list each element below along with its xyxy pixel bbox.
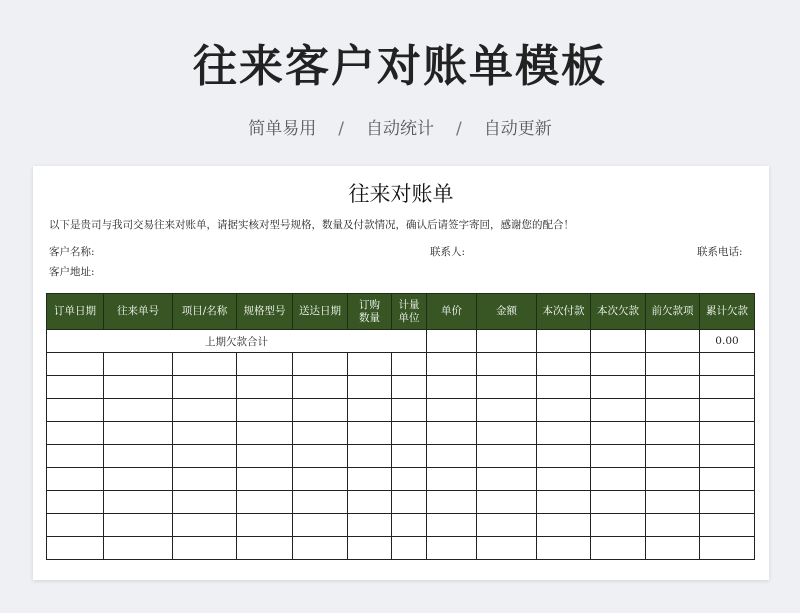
table-cell[interactable]	[348, 376, 392, 399]
table-cell[interactable]	[537, 491, 591, 514]
table-cell[interactable]	[591, 491, 646, 514]
table-cell[interactable]	[173, 445, 237, 468]
table-cell[interactable]	[427, 468, 477, 491]
table-cell[interactable]	[104, 537, 173, 560]
table-cell[interactable]	[591, 514, 646, 537]
table-cell[interactable]	[348, 422, 392, 445]
table-row	[47, 376, 755, 399]
page-title: 往来客户对账单模板	[193, 41, 607, 92]
carry-forward-row	[47, 330, 755, 353]
table-cell[interactable]	[47, 537, 104, 560]
table-cell[interactable]	[700, 491, 755, 514]
table-cell[interactable]	[646, 445, 700, 468]
table-cell[interactable]	[591, 376, 646, 399]
table-cell[interactable]	[237, 468, 293, 491]
table-cell[interactable]	[427, 330, 477, 353]
table-cell[interactable]	[104, 422, 173, 445]
column-header: 订单日期	[47, 294, 104, 330]
table-cell[interactable]	[477, 376, 537, 399]
table-cell[interactable]	[392, 353, 427, 376]
table-cell[interactable]	[700, 422, 755, 445]
statement-sheet	[33, 166, 769, 580]
table-cell[interactable]	[104, 399, 173, 422]
table-cell[interactable]	[477, 353, 537, 376]
carry-forward-value: 0.00	[700, 330, 755, 353]
table-header-row	[47, 294, 755, 330]
table-cell[interactable]	[104, 491, 173, 514]
table-cell[interactable]	[293, 445, 348, 468]
table-cell[interactable]	[293, 422, 348, 445]
statement-intro: 以下是贵司与我司交易往来对账单，请据实核对型号规格，数量及付款情况，确认后请签字寄回，感谢您的配合！	[49, 219, 574, 231]
table-cell[interactable]	[700, 376, 755, 399]
statement-title: 往来对账单	[348, 182, 454, 206]
table-cell[interactable]	[700, 353, 755, 376]
table-cell[interactable]	[591, 330, 646, 353]
table-row	[47, 514, 755, 537]
column-header: 往来单号	[104, 294, 173, 330]
table-cell[interactable]	[392, 422, 427, 445]
separator: /	[338, 119, 344, 139]
table-cell[interactable]	[237, 445, 293, 468]
table-cell[interactable]	[427, 353, 477, 376]
table-cell[interactable]	[173, 491, 237, 514]
table-cell[interactable]	[293, 399, 348, 422]
table-cell[interactable]	[700, 468, 755, 491]
table-cell[interactable]	[427, 445, 477, 468]
table-cell[interactable]	[477, 445, 537, 468]
table-cell[interactable]	[427, 399, 477, 422]
table-cell[interactable]	[293, 491, 348, 514]
table-cell[interactable]	[591, 353, 646, 376]
table-cell[interactable]	[237, 514, 293, 537]
column-header: 前欠款项	[646, 294, 700, 330]
table-row	[47, 422, 755, 445]
table-cell[interactable]	[646, 376, 700, 399]
column-header: 累计欠款	[700, 294, 755, 330]
table-row	[47, 353, 755, 376]
table-cell[interactable]	[237, 399, 293, 422]
table-cell[interactable]	[293, 353, 348, 376]
table-cell[interactable]	[477, 422, 537, 445]
table-cell[interactable]	[427, 491, 477, 514]
table-cell[interactable]	[348, 399, 392, 422]
table-cell[interactable]	[173, 468, 237, 491]
table-cell[interactable]	[173, 422, 237, 445]
table-cell[interactable]	[173, 537, 237, 560]
column-header: 本次欠款	[591, 294, 646, 330]
table-cell[interactable]	[646, 537, 700, 560]
table-cell[interactable]	[237, 537, 293, 560]
table-cell[interactable]	[293, 537, 348, 560]
column-header: 送达日期	[293, 294, 348, 330]
table-cell[interactable]	[104, 468, 173, 491]
table-cell[interactable]	[392, 491, 427, 514]
table-cell[interactable]	[537, 422, 591, 445]
column-header: 单价	[427, 294, 477, 330]
table-cell[interactable]	[591, 468, 646, 491]
table-row	[47, 468, 755, 491]
table-cell[interactable]	[173, 514, 237, 537]
column-header: 本次付款	[537, 294, 591, 330]
feature-item: 简单易用	[248, 119, 317, 139]
table-row	[47, 491, 755, 514]
table-cell[interactable]	[700, 514, 755, 537]
table-cell[interactable]	[47, 422, 104, 445]
table-cell[interactable]	[104, 445, 173, 468]
table-cell[interactable]	[392, 537, 427, 560]
table-cell[interactable]	[477, 330, 537, 353]
carry-forward-label: 上期欠款合计	[47, 330, 427, 353]
table-cell[interactable]	[237, 422, 293, 445]
table-cell[interactable]	[477, 514, 537, 537]
table-cell[interactable]	[537, 376, 591, 399]
column-header: 订购 数量	[348, 294, 392, 330]
table-row	[47, 537, 755, 560]
column-header: 规格型号	[237, 294, 293, 330]
table-cell[interactable]	[104, 353, 173, 376]
table-cell[interactable]	[173, 399, 237, 422]
table-cell[interactable]	[293, 376, 348, 399]
table-cell[interactable]	[427, 376, 477, 399]
table-cell[interactable]	[591, 445, 646, 468]
table-cell[interactable]	[348, 491, 392, 514]
column-header: 金额	[477, 294, 537, 330]
table-row	[47, 399, 755, 422]
table-cell[interactable]	[537, 330, 591, 353]
separator: /	[456, 119, 462, 139]
feature-item: 自动更新	[483, 119, 552, 139]
table-cell[interactable]	[700, 537, 755, 560]
table-cell[interactable]	[537, 468, 591, 491]
table-cell[interactable]	[348, 468, 392, 491]
table-cell[interactable]	[104, 514, 173, 537]
table-cell[interactable]	[477, 399, 537, 422]
statement-table	[46, 293, 755, 560]
table-cell[interactable]	[646, 353, 700, 376]
column-header: 计量 单位	[392, 294, 427, 330]
table-cell[interactable]	[477, 491, 537, 514]
table-cell[interactable]	[173, 353, 237, 376]
table-cell[interactable]	[104, 376, 173, 399]
table-cell[interactable]	[173, 376, 237, 399]
table-cell[interactable]	[646, 468, 700, 491]
column-header: 项目/名称	[173, 294, 237, 330]
customer-name-label: 客户名称:	[49, 246, 95, 258]
table-cell[interactable]	[293, 468, 348, 491]
table-cell[interactable]	[700, 399, 755, 422]
table-cell[interactable]	[537, 537, 591, 560]
phone-label: 联系电话:	[697, 246, 743, 258]
table-cell[interactable]	[237, 491, 293, 514]
table-cell[interactable]	[477, 468, 537, 491]
feature-tagline	[0, 114, 800, 139]
table-cell[interactable]	[427, 422, 477, 445]
table-cell[interactable]	[348, 514, 392, 537]
table-cell[interactable]	[646, 422, 700, 445]
table-cell[interactable]	[348, 445, 392, 468]
table-cell[interactable]	[591, 537, 646, 560]
table-cell[interactable]	[646, 399, 700, 422]
table-cell[interactable]	[47, 445, 104, 468]
feature-item: 自动统计	[366, 119, 434, 139]
table-cell[interactable]	[427, 514, 477, 537]
customer-address-label: 客户地址:	[49, 266, 95, 278]
table-cell[interactable]	[47, 468, 104, 491]
table-cell[interactable]	[591, 399, 646, 422]
table-cell[interactable]	[348, 537, 392, 560]
contact-label: 联系人:	[430, 246, 466, 258]
table-cell[interactable]	[47, 399, 104, 422]
table-cell[interactable]	[47, 353, 104, 376]
table-cell[interactable]	[237, 353, 293, 376]
table-cell[interactable]	[392, 376, 427, 399]
table-cell[interactable]	[348, 353, 392, 376]
table-cell[interactable]	[700, 445, 755, 468]
table-cell[interactable]	[47, 491, 104, 514]
table-cell[interactable]	[392, 468, 427, 491]
table-cell[interactable]	[47, 514, 104, 537]
table-cell[interactable]	[392, 445, 427, 468]
table-cell[interactable]	[537, 445, 591, 468]
table-cell[interactable]	[537, 514, 591, 537]
table-cell[interactable]	[237, 376, 293, 399]
table-cell[interactable]	[646, 491, 700, 514]
table-cell[interactable]	[537, 399, 591, 422]
table-cell[interactable]	[392, 514, 427, 537]
table-cell[interactable]	[646, 330, 700, 353]
table-row	[47, 445, 755, 468]
table-cell[interactable]	[47, 376, 104, 399]
table-cell[interactable]	[591, 422, 646, 445]
table-cell[interactable]	[392, 399, 427, 422]
table-cell[interactable]	[477, 537, 537, 560]
table-cell[interactable]	[293, 514, 348, 537]
table-cell[interactable]	[646, 514, 700, 537]
table-cell[interactable]	[537, 353, 591, 376]
table-cell[interactable]	[427, 537, 477, 560]
